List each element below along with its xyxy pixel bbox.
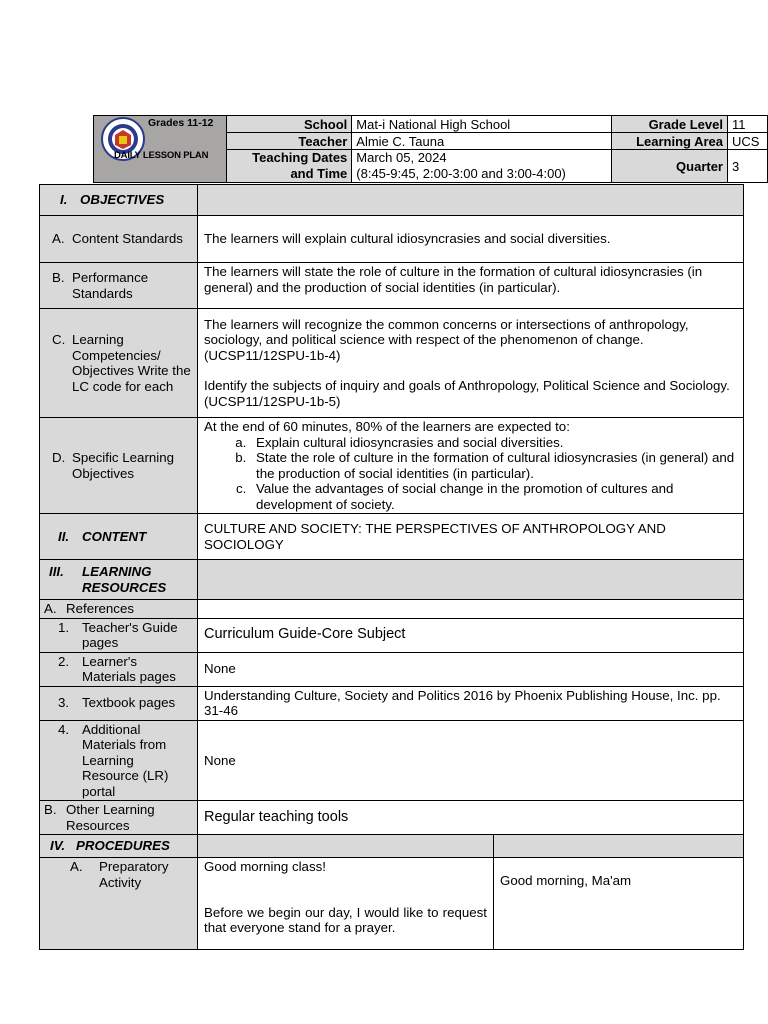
preparatory-label [40,858,198,950]
dates-value-line-1: March 05, 2024 [356,150,447,165]
content-standards-row [40,216,744,263]
plan-title: DAILY LESSON PLAN [114,150,209,161]
competencies-text [198,309,744,418]
preparatory-label-text: Preparatory Activity [99,859,169,890]
resources-heading-text: LEARNING RESOURCES [82,564,167,595]
grade-level-value: 11 [728,116,768,133]
competencies-label-text: Learning Competencies/ Objectives Write the LC code for each [72,332,191,394]
textbook-label-text: Textbook pages [82,695,176,711]
performance-standards-label [40,263,198,309]
references-blank [198,600,744,619]
procedures-heading-num: IV. [50,838,66,854]
student-greeting: Good morning, Ma'am [500,873,632,888]
textbook-label [40,686,198,720]
list-item: c. Value the advantages of social change in the promotion of cultures and development of society. [250,481,737,512]
competencies-label [40,309,198,418]
content-row [40,514,744,560]
learning-area-value: UCS [728,133,768,150]
competencies-text-1: The learners will recognize the common concerns or intersections of anthropology, sociology, and political science with respect of the phenomenon of change.(UCSP11/12SPU-1b-4) [204,316,689,363]
preparatory-student-text [494,858,744,950]
procedures-teacher-blank [198,835,494,858]
preparatory-teacher-text [198,858,494,950]
resources-heading-blank [198,560,744,600]
resources-heading-row [40,560,744,600]
learners-materials-num: 2. [58,653,70,669]
content-text: CULTURE AND SOCIETY: THE PERSPECTIVES OF ANTHROPOLOGY AND SOCIOLOGY [198,514,744,560]
competencies-num: C. [52,332,66,347]
references-num: A. [44,601,57,616]
quarter-label: Quarter [612,150,728,183]
additional-materials-label-text: Additional Materials from Learning Resource (LR) portal [82,721,169,799]
textbook-num: 3. [58,695,70,711]
procedures-student-blank [494,835,744,858]
performance-standards-text: The learners will state the role of culture in the formation of cultural idiosyncrasies (in general) and the production of social identities (in particular). [198,263,744,309]
other-resources-text: Regular teaching tools [198,801,744,835]
objectives-heading-blank [198,185,744,216]
specific-objectives-num: D. [52,450,66,465]
additional-materials-num: 4. [58,721,70,737]
dates-label-line-1: Teaching Dates [252,150,348,165]
references-row [40,600,744,619]
specific-objectives-intro: At the end of 60 minutes, 80% of the learners are expected to: [204,419,570,434]
dates-label-line-2: and Time [290,166,348,181]
teacher-greeting: Good morning class! [204,859,326,874]
learners-materials-text: None [198,652,744,686]
competencies-text-2: Identify the subjects of inquiry and goals of Anthropology, Political Science and Sociology.(UCSP11/12SPU-1b-5) [204,378,730,409]
references-label [40,600,198,619]
teachers-guide-text: Curriculum Guide-Core Subject [198,618,744,652]
other-resources-label [40,801,198,835]
teachers-guide-row [40,618,744,652]
performance-standards-num: B. [52,270,65,285]
performance-standards-row [40,263,744,309]
content-heading [40,514,198,560]
school-value: Mat-i National High School [352,116,612,133]
textbook-row [40,686,744,720]
additional-materials-text: None [198,720,744,801]
additional-materials-label [40,720,198,801]
resources-heading-num: III. [49,564,64,579]
grades-label: Grades 11-12 [148,117,214,129]
list-item: b. State the role of culture in the formation of cultural idiosyncrasies (in general) and the production of social identities (in particular). [250,450,737,481]
teachers-guide-label-text: Teacher's Guide pages [82,619,178,650]
preparatory-num: A. [70,859,83,874]
resources-heading [40,560,198,600]
teacher-prayer-request: Before we begin our day, I would like to request that everyone stand for a prayer. [204,904,487,935]
other-resources-row [40,801,744,835]
references-label-text: References [66,601,134,616]
school-label: School [226,116,351,133]
preparatory-row [40,858,744,950]
objectives-heading-num: I. [60,192,68,208]
other-resources-label-text: Other Learning Resources [66,802,155,833]
content-standards-text: The learners will explain cultural idiosyncrasies and social diversities. [198,216,744,263]
textbook-text: Understanding Culture, Society and Politics 2016 by Phoenix Publishing House, Inc. pp. 31-46 [198,686,744,720]
specific-objectives-label [40,418,198,514]
performance-standards-label-text: Performance Standards [72,270,149,301]
content-standards-label [40,216,198,263]
competencies-row [40,309,744,418]
content-heading-text: CONTENT [82,528,147,544]
content-heading-num: II. [58,528,70,544]
teachers-guide-label [40,618,198,652]
teacher-value: Almie C. Tauna [352,133,612,150]
content-standards-num: A. [52,231,65,247]
specific-objectives-label-text: Specific Learning Objectives [72,450,175,481]
grade-level-label: Grade Level [612,116,728,133]
learners-materials-label [40,652,198,686]
objectives-heading-row [40,185,744,216]
additional-materials-row [40,720,744,801]
procedures-heading-row [40,835,744,858]
procedures-heading [40,835,198,858]
dates-value [352,150,612,183]
list-item: a. Explain cultural idiosyncrasies and social diversities. [250,435,737,451]
teacher-label: Teacher [226,133,351,150]
learners-materials-row [40,652,744,686]
dates-value-line-2: (8:45-9:45, 2:00-3:00 and 3:00-4:00) [356,166,566,181]
quarter-value: 3 [728,150,768,183]
teachers-guide-num: 1. [58,619,70,635]
objectives-heading [40,185,198,216]
other-resources-num: B. [44,802,57,817]
lesson-plan-table [39,184,744,950]
header-table [93,115,768,183]
learning-area-label: Learning Area [612,133,728,150]
objectives-heading-text: OBJECTIVES [80,192,165,208]
logo-cell [94,116,227,183]
specific-objectives-row [40,418,744,514]
specific-objectives-list [204,435,737,513]
procedures-heading-text: PROCEDURES [76,838,170,854]
content-standards-label-text: Content Standards [72,231,183,247]
learners-materials-label-text: Learner's Materials pages [82,653,176,684]
dates-label [226,150,351,183]
specific-objectives-text [198,418,744,514]
